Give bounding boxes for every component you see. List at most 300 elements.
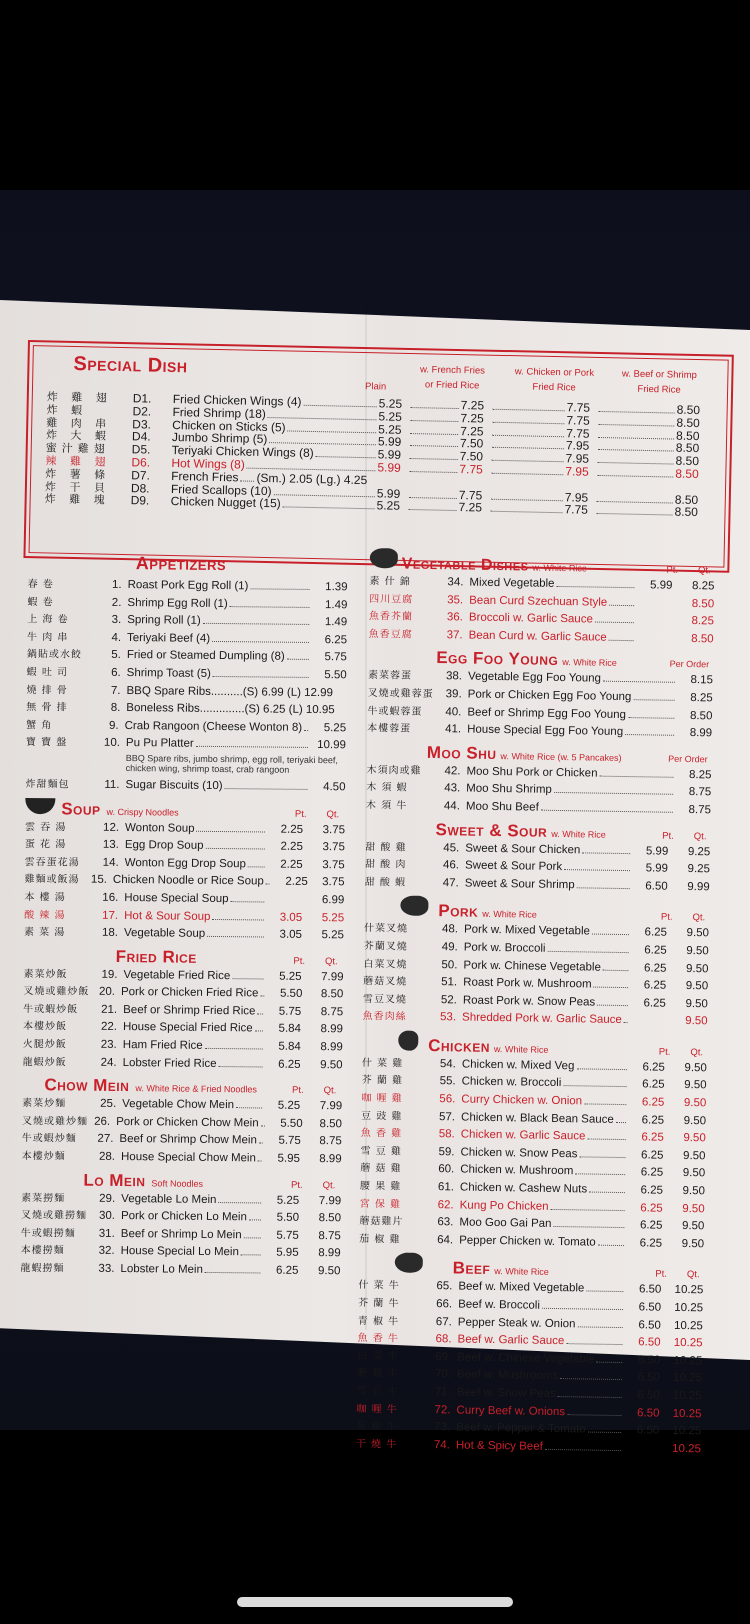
item-number: 63. <box>437 1216 454 1229</box>
special-row-name: Fried Shrimp (18) <box>172 404 267 421</box>
egg-foo-title: Egg Foo Young <box>436 648 559 670</box>
leader-dots <box>259 1143 263 1144</box>
item-price: 8.50 <box>689 709 713 722</box>
item-chinese-name: 芥蘭叉燒 <box>363 940 408 953</box>
item-number: 29. <box>99 1192 116 1205</box>
item-chinese-name: 蘑菇雞片 <box>359 1216 404 1228</box>
special-row-number: D9. <box>130 493 150 508</box>
item-price-pint: 6.25 <box>643 997 666 1010</box>
item-price: 1.39 <box>325 581 348 594</box>
item-price-pint <box>636 623 672 624</box>
leader-dots <box>586 1291 623 1293</box>
item-chinese-name: 春 卷 <box>27 578 54 591</box>
item-price-pint: 5.95 <box>277 1152 300 1165</box>
chicken-qt-label: Qt. <box>690 1046 704 1059</box>
moo-shu-title: Moo Shu <box>426 742 497 763</box>
beef-list <box>356 1277 704 1458</box>
appetizers-item[interactable] <box>25 776 345 797</box>
item-price-pint: 5.75 <box>278 1005 302 1018</box>
item-name: Beef w. Broccoli <box>458 1298 541 1312</box>
item-number: 72. <box>434 1403 451 1416</box>
item-number: 66. <box>436 1298 453 1311</box>
special-row-name: Chicken on Sticks (5) <box>172 417 286 435</box>
chicken-list <box>359 1055 707 1254</box>
item-price: 1.49 <box>324 616 348 629</box>
leader-dots <box>541 810 673 813</box>
item-name: Pork or Chicken Chow Mein <box>116 1115 259 1130</box>
leader-dots <box>566 1343 622 1345</box>
special-row-name: French Fries <box>171 468 239 485</box>
leader-dots <box>597 501 673 504</box>
leader-dots <box>236 1107 262 1108</box>
item-number: 54. <box>439 1058 456 1071</box>
item-name: Shredded Pork w. Garlic Sauce <box>461 1011 622 1027</box>
item-number: 64. <box>437 1233 454 1247</box>
item-number: 40. <box>445 705 462 719</box>
leader-dots <box>564 869 630 871</box>
item-chinese-name: 本樓蓉蛋 <box>367 723 412 735</box>
item-chinese-name: 什 菜 牛 <box>358 1280 400 1292</box>
item-price-pint: 5.99 <box>645 862 669 875</box>
item-chinese-name: 咖 喱 雞 <box>361 1092 403 1105</box>
item-number: 46. <box>442 859 460 872</box>
leader-dots <box>316 456 376 458</box>
item-price-quart: 9.50 <box>320 1058 343 1071</box>
item-number: 69. <box>435 1350 452 1364</box>
item-name: Chicken w. Black Bean Sauce <box>460 1111 614 1126</box>
item-number: 15. <box>90 873 108 887</box>
item-number: 1. <box>111 578 122 591</box>
soup-item[interactable] <box>24 924 344 945</box>
item-chinese-name: 蟹 角 <box>26 719 53 732</box>
leader-dots <box>197 830 266 832</box>
item-price-quart: 10.25 <box>672 1389 702 1403</box>
special-row-number: D7. <box>131 467 151 483</box>
special-row-price-plain: 5.99 <box>377 434 402 450</box>
leader-dots <box>492 447 564 450</box>
item-number: 12. <box>103 821 120 834</box>
special-row-price-plain: 5.25 <box>378 421 402 437</box>
beef-pt-label: Pt. <box>655 1268 668 1281</box>
leader-dots <box>579 1156 625 1158</box>
item-number: 7. <box>110 684 121 697</box>
leader-dots <box>258 1160 262 1161</box>
item-chinese-name: 雞麵或飯湯 <box>24 874 80 886</box>
special-row-number: D1. <box>132 391 152 406</box>
chicken-pt-label: Pt. <box>658 1046 671 1058</box>
item-chinese-name: 木 須 牛 <box>365 799 408 812</box>
vegetable-icon <box>370 548 398 568</box>
item-chinese-name: 芥 蘭 雞 <box>361 1075 404 1088</box>
leader-dots <box>556 586 634 588</box>
item-chinese-name: 素菜撈麵 <box>21 1192 66 1205</box>
item-name: Vegetable Soup <box>123 927 206 940</box>
item-chinese-name: 茄 椒 雞 <box>359 1233 401 1246</box>
special-row-price-chicken: 7.75 <box>566 400 591 415</box>
vegetable-list <box>369 573 715 649</box>
item-number: 67. <box>435 1315 452 1328</box>
pig-icon <box>400 896 428 916</box>
item-chinese-name: 蘑 菇 雞 <box>360 1163 402 1176</box>
item-price-pint <box>636 606 672 607</box>
item-name: Ham Fried Rice <box>122 1039 203 1052</box>
item-price-pint: 6.25 <box>642 1078 665 1092</box>
item-price-quart: 9.50 <box>684 1061 707 1075</box>
leader-dots <box>410 458 458 460</box>
chicken-title: Chicken <box>428 1035 491 1056</box>
item-price-quart: 3.75 <box>322 823 346 836</box>
leader-dots <box>589 1192 625 1194</box>
lo-mein-title: Lo Mein <box>83 1170 146 1190</box>
item-name: Moo Goo Gai Pan <box>459 1216 552 1231</box>
item-name: Curry Chicken w. Onion <box>461 1093 583 1108</box>
leader-dots <box>624 1022 628 1023</box>
special-row-price-fries: 7.75 <box>459 462 483 477</box>
special-row-price-plain: (Sm.) 2.05 (Lg.) 4.25 <box>256 470 368 487</box>
special-row-price-plain: 5.99 <box>376 485 401 501</box>
special-row-name: Fried Chicken Wings (4) <box>172 392 302 409</box>
item-name: Pork w. Mixed Vegetable <box>463 923 591 938</box>
item-chinese-name: 四川豆腐 <box>369 593 414 606</box>
item-price-pint: 6.50 <box>638 1283 662 1297</box>
egg-foo-subtitle: w. White Rice <box>562 657 617 669</box>
soup-pt-label: Pt. <box>294 808 307 820</box>
item-price-pint: 6.50 <box>637 1354 661 1367</box>
item-price-pint <box>623 1451 659 1452</box>
special-row-name: Fried Scallops (10) <box>170 481 272 498</box>
item-price-quart: 9.50 <box>685 1015 708 1028</box>
appetizers-list <box>25 576 347 797</box>
item-chinese-name: 木 須 蝦 <box>366 782 408 794</box>
item-price-pint: 6.50 <box>636 1424 660 1437</box>
leader-dots <box>597 1361 623 1362</box>
item-chinese-name: 茄 椒 牛 <box>356 1421 398 1433</box>
item-name: Beef w. Chinese Vegetable <box>457 1351 595 1366</box>
leader-dots <box>231 901 265 902</box>
special-row-number: D3. <box>132 416 152 432</box>
item-price-pint: 5.50 <box>280 1117 303 1130</box>
item-name: Wonton Egg Drop Soup <box>124 856 247 871</box>
beef-qt-label: Qt. <box>686 1269 700 1281</box>
item-chinese-name: 本樓炒飯 <box>22 1021 68 1033</box>
leader-dots <box>603 681 675 683</box>
item-price: 4.50 <box>323 781 346 794</box>
special-row-price-beef: 8.50 <box>676 415 700 430</box>
leader-dots <box>409 471 457 473</box>
item-name: Sweet & Sour Pork <box>464 859 563 874</box>
leader-dots <box>491 498 563 501</box>
lo-mein-qt-label: Qt. <box>322 1179 336 1191</box>
special-row-price-fries: 7.25 <box>460 410 484 426</box>
leader-dots <box>409 497 457 499</box>
special-row-chinese: 炸 雞 翅 <box>46 390 112 405</box>
item-number: 2. <box>111 596 122 609</box>
item-name: Moo Shu Beef <box>465 800 539 814</box>
item-number: 21. <box>101 1003 118 1016</box>
col-chicken-header: w. Chicken or Pork Fried Rice <box>514 366 595 394</box>
special-row-chinese: 辣 雞 翅 <box>45 454 111 469</box>
item-chinese-name: 無 骨 排 <box>26 702 68 714</box>
item-price-quart: 9.50 <box>685 980 709 993</box>
leader-dots <box>592 934 629 936</box>
item-price-pint: 5.50 <box>276 1211 300 1225</box>
leader-dots <box>598 1244 624 1245</box>
item-chinese-name: 白菜叉燒 <box>363 958 408 971</box>
leader-dots <box>598 462 674 465</box>
item-name: Pepper Steak w. Onion <box>457 1316 576 1330</box>
special-row-name: Jumbo Shrimp (5) <box>171 430 268 447</box>
item-name: Chicken w. Cashew Nuts <box>459 1181 588 1196</box>
item-chinese-name: 牛或蝦炒麵 <box>21 1133 77 1145</box>
item-name: Pepper Chicken w. Tomato <box>459 1234 596 1249</box>
item-price-quart: 9.50 <box>686 944 709 958</box>
item-chinese-name: 魚 香 牛 <box>357 1333 400 1345</box>
item-number: 31. <box>98 1227 115 1240</box>
item-name: Curry Beef w. Onions <box>456 1404 566 1418</box>
sweet-sour-pt-label: Pt. <box>662 830 674 842</box>
leader-dots <box>411 407 459 409</box>
leader-dots <box>261 1125 265 1126</box>
leader-dots <box>609 640 634 641</box>
item-name: Beef or Shrimp Lo Mein <box>120 1227 242 1242</box>
item-price-pint: 6.25 <box>275 1264 299 1277</box>
special-row-chinese: 炸 蝦 <box>46 403 88 418</box>
pupu-description: BBQ Spare ribs, jumbo shrimp, egg roll, teriyaki beef, chicken wing, shrimp toast, crab rangoon <box>125 752 338 775</box>
item-price: 5.75 <box>324 651 347 664</box>
fried-rice-item[interactable] <box>23 1054 343 1075</box>
item-number: 20. <box>98 986 116 999</box>
item-price-quart: 9.50 <box>681 1237 705 1251</box>
item-price-pint <box>630 1023 666 1024</box>
special-dish-box <box>23 340 733 573</box>
item-price-pint: 6.25 <box>641 1131 664 1144</box>
item-price-quart: 9.50 <box>682 1202 705 1215</box>
item-price: 8.99 <box>689 727 713 740</box>
leader-dots <box>241 1255 261 1256</box>
leader-dots <box>554 792 673 795</box>
leader-dots <box>410 420 458 422</box>
item-number: 27. <box>97 1133 114 1146</box>
soup-subtitle: w. Crispy Noodles <box>106 806 179 818</box>
leader-dots <box>598 424 674 427</box>
egg-foo-per-order: Per Order <box>669 659 710 670</box>
item-name: Beef or Shrimp Egg Foo Young <box>467 706 627 721</box>
item-name: Moo Shu Shrimp <box>466 782 552 797</box>
item-chinese-name: 牛或蝦炒飯 <box>23 1003 79 1016</box>
sweet-sour-qt-label: Qt. <box>693 830 707 842</box>
item-number: 3. <box>111 614 122 627</box>
item-number: 47. <box>442 876 459 890</box>
sweet-sour-subtitle: w. White Rice <box>551 828 606 840</box>
item-name: Spring Roll (1) <box>127 614 201 628</box>
item-chinese-name: 雪豆叉燒 <box>362 993 407 1006</box>
item-chinese-name: 雪 豆 雞 <box>360 1145 402 1158</box>
item-price-pint: 2.25 <box>285 876 308 889</box>
item-number: 30. <box>98 1209 116 1223</box>
item-price-pint: 5.25 <box>277 1099 301 1113</box>
item-name: Chicken w. Garlic Sauce <box>460 1128 586 1143</box>
item-price-pint: 6.25 <box>643 979 667 992</box>
chicken-subtitle: w. White Rice <box>493 1043 549 1055</box>
home-indicator[interactable] <box>237 1597 513 1607</box>
item-chinese-name: 蘑菇叉燒 <box>363 976 408 988</box>
leader-dots <box>287 659 309 660</box>
item-chinese-name: 豆 豉 雞 <box>360 1110 403 1123</box>
special-row-price-chicken: 7.95 <box>565 464 589 479</box>
item-price-quart: 9.50 <box>681 1220 705 1233</box>
item-chinese-name: 甜 酸 肉 <box>364 859 407 871</box>
leader-dots <box>255 1031 263 1032</box>
item-chinese-name: 燒 排 骨 <box>26 684 68 696</box>
appetizers-item[interactable] <box>26 734 346 755</box>
special-row-number: D5. <box>131 442 151 457</box>
leader-dots <box>249 1220 261 1221</box>
item-number: 70. <box>434 1368 452 1381</box>
soup-qt-label: Qt. <box>326 808 340 820</box>
item-name: Beef w. Pepper & Tomato <box>456 1421 586 1436</box>
left-column <box>20 548 348 1281</box>
item-chinese-name: 龍蝦炒飯 <box>22 1056 67 1069</box>
item-name: Beef or Shrimp Fried Rice <box>123 1003 256 1018</box>
item-price-pint: 6.25 <box>644 944 667 957</box>
item-name: Broccoli w. Garlic Sauce <box>468 611 593 626</box>
item-chinese-name: 酸 辣 湯 <box>24 909 66 921</box>
col-plain-header: Plain <box>364 381 387 393</box>
col-fries-header: w. French Fries or Fried Rice <box>419 364 486 392</box>
leader-dots <box>218 1202 261 1203</box>
item-name: Hot & Sour Soup <box>124 909 211 923</box>
leader-dots <box>212 918 264 920</box>
item-name: Pork or Chicken Egg Foo Young <box>467 688 632 704</box>
item-price-quart: 9.50 <box>683 1149 706 1163</box>
leader-dots <box>587 1139 625 1141</box>
item-number: 38. <box>445 670 463 683</box>
pork-list <box>362 920 709 1031</box>
item-chinese-name: 魚香肉絲 <box>362 1011 407 1023</box>
leader-dots <box>248 866 265 867</box>
leader-dots <box>545 1449 621 1451</box>
item-price-pint: 6.25 <box>641 1113 665 1127</box>
leader-dots <box>588 1432 621 1434</box>
item-chinese-name: 蘑 菇 牛 <box>356 1368 399 1380</box>
item-name: House Special Fried Rice <box>122 1021 253 1035</box>
item-price-quart: 10.25 <box>673 1337 703 1350</box>
vegetable-pt-label: Pt. <box>666 564 679 576</box>
leader-dots <box>491 473 563 476</box>
special-row-price-beef: 8.50 <box>675 453 700 469</box>
item-number: 10. <box>103 737 121 750</box>
item-name: Pork w. Broccoli <box>463 941 546 955</box>
chow-mein-item[interactable] <box>22 1148 342 1169</box>
item-name: Egg Drop Soup <box>124 839 204 852</box>
item-price-pint: 5.95 <box>276 1247 299 1260</box>
leader-dots <box>492 460 564 463</box>
item-name: Chicken Noodle or Rice Soup <box>112 874 264 888</box>
item-chinese-name: 火腿炒飯 <box>22 1039 67 1051</box>
chow-mein-qt-label: Qt. <box>323 1085 337 1097</box>
special-row-price-chicken: 7.75 <box>564 502 589 518</box>
item-number: 4. <box>111 631 122 644</box>
item-price-pint: 6.25 <box>639 1219 663 1232</box>
item-price-quart: 10.25 <box>674 1284 704 1297</box>
special-row-price-plain: 5.99 <box>377 447 402 463</box>
leader-dots <box>410 445 458 447</box>
special-row-name: Hot Wings (8) <box>171 456 245 472</box>
special-row-price-chicken: 7.95 <box>565 438 590 454</box>
item-price-quart: 9.50 <box>684 1079 707 1092</box>
item-name: Pork w. Chinese Vegetable <box>463 959 601 974</box>
item-chinese-name: 蝦 卷 <box>27 596 54 608</box>
item-price: 8.75 <box>688 803 712 817</box>
pork-pt-label: Pt. <box>660 911 673 924</box>
item-price-quart: 8.75 <box>320 1005 344 1019</box>
fried-rice-list <box>23 966 344 1075</box>
item-number: 25. <box>100 1098 117 1111</box>
item-price-pint: 5.75 <box>278 1135 301 1148</box>
item-chinese-name: 叉燒或雞撈麵 <box>20 1210 88 1222</box>
lo-mein-item[interactable] <box>20 1260 340 1281</box>
item-chinese-name: 本 樓 湯 <box>24 891 66 904</box>
item-price-pint: 5.25 <box>276 1194 300 1207</box>
item-price-quart: 10.25 <box>674 1301 704 1315</box>
special-row-price-fries: 7.75 <box>458 487 483 503</box>
item-number: 5. <box>111 649 121 662</box>
item-chinese-name: 木須肉或雞 <box>366 764 422 777</box>
chow-mein-pt-label: Pt. <box>291 1085 304 1097</box>
special-row-price-chicken: 7.75 <box>566 425 590 441</box>
soup-bowl-icon <box>25 798 55 814</box>
special-row-chinese: 炸 薯 條 <box>45 467 111 482</box>
special-row-price-beef: 8.50 <box>675 440 700 456</box>
soup-title: Soup <box>61 798 101 819</box>
item-name: Boneless Ribs..............(S) 6.25 (L) 10.95 <box>126 702 335 717</box>
item-price-quart: 8.99 <box>320 1023 344 1036</box>
item-price: 10.99 <box>317 739 347 752</box>
item-number: 19. <box>101 968 118 981</box>
item-price-quart: 8.99 <box>319 1153 342 1166</box>
leader-dots <box>567 1414 621 1416</box>
item-price-quart: 7.99 <box>321 970 344 984</box>
item-name: Chicken w. Snow Peas <box>460 1146 578 1161</box>
item-price-quart: 8.50 <box>318 1212 342 1225</box>
item-number: 34. <box>447 576 464 589</box>
leader-dots <box>410 433 458 435</box>
item-price-quart: 10.25 <box>673 1354 703 1368</box>
special-row-price-fries: 7.50 <box>459 449 484 464</box>
leader-dots <box>551 1209 625 1211</box>
special-row-price-plain: 5.25 <box>378 396 403 411</box>
leader-dots <box>584 1103 626 1105</box>
item-price-pint: 6.25 <box>640 1201 663 1215</box>
item-price-quart: 8.99 <box>318 1247 341 1260</box>
item-number: 59. <box>438 1145 455 1159</box>
special-row-name: Chicken Nugget (15) <box>170 494 281 511</box>
item-price-pint: 5.99 <box>649 579 673 592</box>
item-chinese-name: 龍蝦撈麵 <box>20 1262 65 1275</box>
item-chinese-name: 素 什 錦 <box>369 575 411 588</box>
item-price-quart: 8.50 <box>319 1117 343 1131</box>
item-chinese-name: 本樓炒麵 <box>21 1150 66 1163</box>
item-chinese-name: 青 椒 牛 <box>357 1315 400 1328</box>
item-number: 37. <box>446 628 463 642</box>
cow-icon <box>395 1253 423 1273</box>
item-number: 51. <box>441 976 458 989</box>
item-number: 56. <box>439 1093 456 1106</box>
special-row-price-beef: 8.50 <box>675 466 699 482</box>
item-number: 16. <box>102 891 119 904</box>
leader-dots <box>577 887 630 889</box>
leader-dots <box>492 422 564 425</box>
